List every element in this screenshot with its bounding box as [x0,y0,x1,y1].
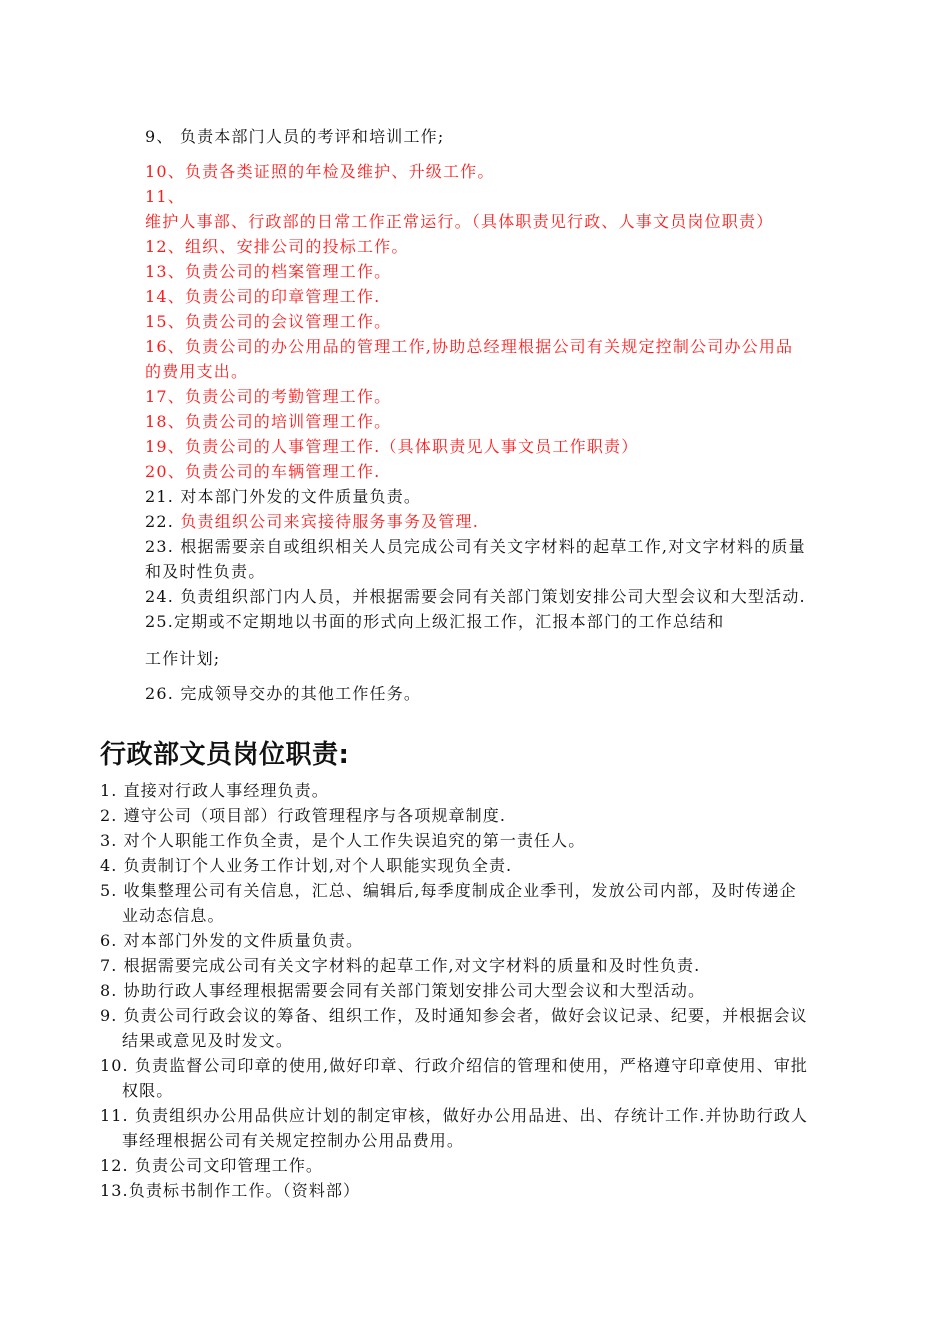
list-item: 9、 负责本部门人员的考评和培训工作; [145,127,445,146]
list-item: 11、维护人事部、行政部的日常工作正常运行。（具体职责见行政、人事文员岗位职责） [145,187,774,231]
list-item: 12、组织、安排公司的投标工作。 [145,237,409,256]
list-item: 16、负责公司的办公用品的管理工作,协助总经理根据公司有关规定控制公司办公用品的费用支出。 [145,337,794,381]
list-item: 15、负责公司的会议管理工作。 [145,312,392,331]
list-item: 1. 直接对行政人事经理负责。 [100,781,329,800]
list-item: 24. 负责组织部门内人员，并根据需要会同有关部门策划安排公司大型会议和大型活动. [145,587,806,606]
list-item: 9. 负责公司行政会议的筹备、组织工作，及时通知参会者，做好会议记录、纪要，并根据会议结果或意见及时发文。 [100,1006,808,1050]
upper-duty-list [145,124,810,706]
list-item: 26. 完成领导交办的其他工作任务。 [145,684,422,703]
list-item: 10、负责各类证照的年检及维护、升级工作。 [145,162,495,181]
list-item: 17、负责公司的考勤管理工作。 [145,387,392,406]
list-item: 2. 遵守公司（项目部）行政管理程序与各项规章制度. [100,806,507,825]
clerk-duty-list [100,778,812,1203]
list-item: 10. 负责监督公司印章的使用,做好印章、行政介绍信的管理和使用，严格遵守印章使用、审批权限。 [100,1056,809,1100]
list-item: 3. 对个人职能工作负全责，是个人工作失误追究的第一责任人。 [100,831,586,850]
list-item: 8. 协助行政人事经理根据需要会同有关部门策划安排公司大型会议和大型活动。 [100,981,706,1000]
list-item: 7. 根据需要完成公司有关文字材料的起草工作,对文字材料的质量和及时性负责. [100,956,701,975]
list-item: 5. 收集整理公司有关信息，汇总、编辑后,每季度制成企业季刊，发放公司内部，及时传递企业动态信息。 [100,881,797,925]
list-item: 25.定期或不定期地以书面的形式向上级汇报工作，汇报本部门的工作总结和 工作计划; [145,612,725,668]
list-item: 18、负责公司的培训管理工作。 [145,412,392,431]
list-item: 4. 负责制订个人业务工作计划,对个人职能实现负全责. [100,856,513,875]
list-item: 14、负责公司的印章管理工作. [145,287,381,306]
list-item: 12. 负责公司文印管理工作。 [100,1156,324,1175]
list-item: 13、负责公司的档案管理工作。 [145,262,392,281]
list-item: 21. 对本部门外发的文件质量负责。 [145,487,422,506]
list-item: 19、负责公司的人事管理工作.（具体职责见人事文员工作职责） [145,437,639,456]
list-item: 11. 负责组织办公用品供应计划的制定审核，做好办公用品进、出、存统计工作.并协助行政人事经理根据公司有关规定控制办公用品费用。 [100,1106,809,1150]
list-item: 6. 对本部门外发的文件质量负责。 [100,931,364,950]
list-item: 20、负责公司的车辆管理工作. [145,462,381,481]
section-heading: 行政部文员岗位职责: [100,740,350,770]
list-item: 13.负责标书制作工作。（资料部） [100,1181,361,1200]
list-item: 22. 负责组织公司来宾接待服务事务及管理. [145,512,480,531]
list-item: 23. 根据需要亲自或组织相关人员完成公司有关文字材料的起草工作,对文字材料的质量和及时性负责。 [145,537,806,581]
